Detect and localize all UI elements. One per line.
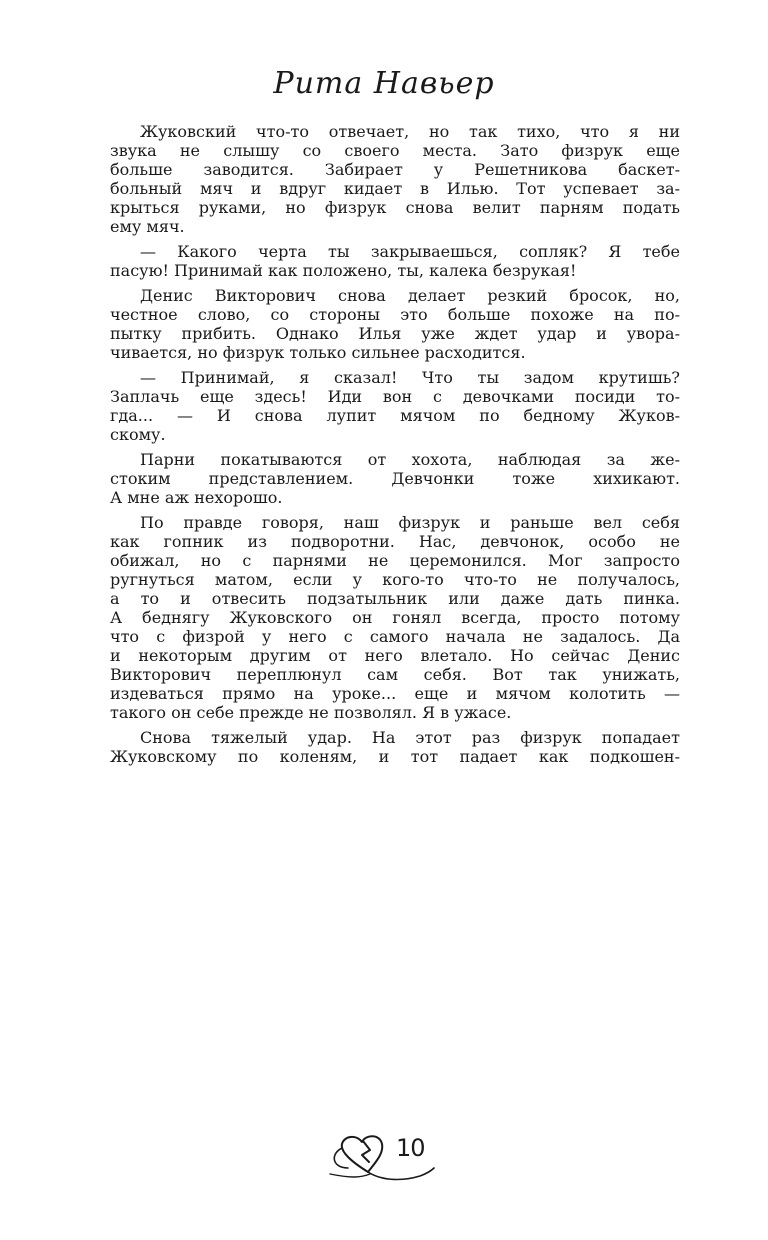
text-line: честное слово, со стороны это больше похоже на по- [110, 305, 680, 324]
text-line: Парни покатываются от хохота, наблюдая за же- [140, 450, 680, 469]
text-line: крыться руками, но физрук снова велит парням подать [110, 198, 680, 217]
text-line: гда... — И снова лупит мячом по бедному Жуков- [110, 406, 680, 425]
paragraph [110, 450, 680, 507]
paragraph [110, 728, 680, 766]
text-line: По правде говоря, наш физрук и раньше вел себя [140, 513, 680, 532]
paragraph [110, 513, 680, 722]
broken-heart-icon [0, 1128, 768, 1188]
text-line: ему мяч. [110, 217, 185, 236]
page-footer [0, 1128, 768, 1188]
text-line: как гопник из подворотни. Нас, девчонок, особо не [110, 532, 680, 551]
text-line: и некоторым другим от него влетало. Но сейчас Денис [110, 646, 680, 665]
text-line: больный мяч и вдруг кидает в Илью. Тот успевает за- [110, 179, 680, 198]
text-line: обижал, но с парнями не церемонился. Мог запросто [110, 551, 680, 570]
text-line: что с физрой у него с самого начала не задалось. Да [110, 627, 680, 646]
text-line: больше заводится. Забирает у Решетникова баскет- [110, 160, 680, 179]
text-line: Денис Викторович снова делает резкий бросок, но, [140, 286, 680, 305]
text-line: пытку прибить. Однако Илья уже ждет удар и уворa- [110, 324, 680, 343]
text-line: — Какого черта ты закрываешься, сопляк? Я тебе [140, 242, 680, 261]
text-line: стоким представлением. Девчонки тоже хихикают. [110, 469, 680, 488]
text-line: Жуковскому по коленям, и тот падает как подкошен- [110, 747, 680, 766]
text-line: издеваться прямо на уроке... еще и мячом колотить — [110, 684, 680, 703]
paragraph [110, 286, 680, 362]
text-line: пасую! Принимай как положено, ты, калека безрукая! [110, 261, 577, 280]
paragraph [110, 242, 680, 280]
running-title: Рита Навьер [273, 66, 495, 101]
paragraph [110, 122, 680, 236]
text-line: ругнуться матом, если у кого-то что-то не получалось, [110, 570, 680, 589]
text-line: а то и отвесить подзатыльник или даже дать пинка. [110, 589, 680, 608]
text-line: звука не слышу со своего места. Зато физрук еще [110, 141, 680, 160]
page-number: 10 [396, 1134, 425, 1162]
text-line: — Принимай, я сказал! Что ты задом крутишь? [140, 368, 680, 387]
text-line: Жуковский что-то отвечает, но так тихо, что я ни [140, 122, 680, 141]
text-line: чивается, но физрук только сильнее расходится. [110, 343, 526, 362]
paragraph [110, 368, 680, 444]
text-line: скому. [110, 425, 166, 444]
text-line: Викторович переплюнул сам себя. Вот так унижать, [110, 665, 680, 684]
body-text [110, 122, 680, 772]
text-line: Заплачь еще здесь! Иди вон с девочками посиди то- [110, 387, 680, 406]
text-line: А мне аж нехорошо. [110, 488, 283, 507]
text-line: А беднягу Жуковского он гонял всегда, просто потому [110, 608, 680, 627]
text-line: такого он себе прежде не позволял. Я в ужасе. [110, 703, 512, 722]
text-line: Снова тяжелый удар. На этот раз физрук попадает [140, 728, 680, 747]
